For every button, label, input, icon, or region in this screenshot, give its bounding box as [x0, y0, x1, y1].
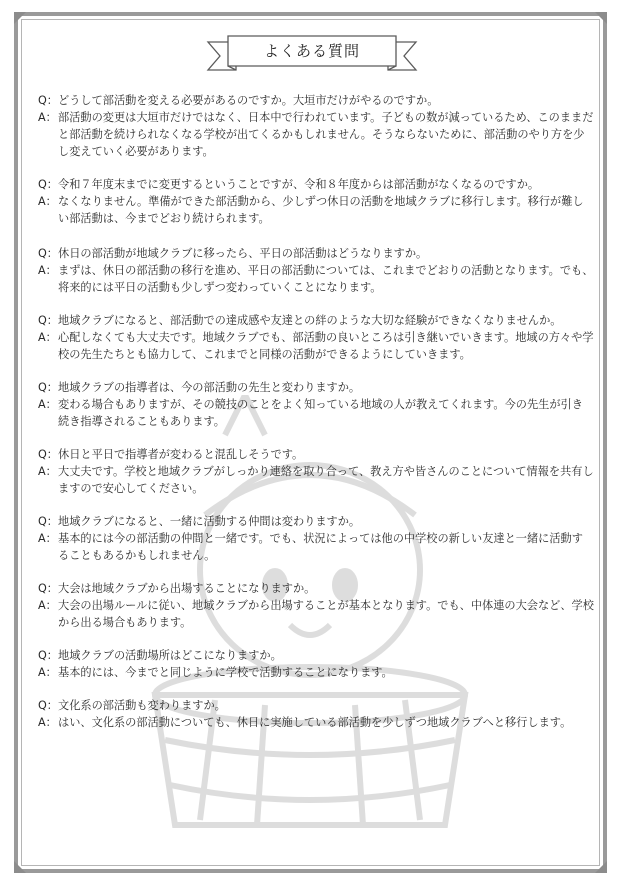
faq-item [38, 176, 594, 227]
question-text: 地域クラブになると、部活動での達成感や友達との絆のような大切な経験ができなくなりませんか。 [58, 314, 562, 327]
frame-corner [595, 12, 607, 24]
answer-text: なくなりません。準備ができた部活動から、少しずつ休日の活動を地域クラブに移行します。移行が難しい部活動は、今までどおり続けられます。 [58, 195, 584, 225]
answer-text: 変わる場合もありますが、その競技のことをよく知っている地域の人が教えてくれます。今の先生が引き続き指導されることもあります。 [58, 398, 583, 428]
answer-text: 大丈夫です。学校と地域クラブがしっかり連絡を取り合って、教え方や皆さんのことについて情報を共有しますので安心してください。 [58, 465, 594, 495]
answer-label: A： [38, 716, 57, 729]
answer-label: A： [38, 599, 57, 612]
answer-text: まずは、休日の部活動の移行を進め、平日の部活動については、これまでどおりの活動となります。でも、将来的には平日の活動も少しずつ変わっていくことになります。 [58, 264, 594, 294]
question-text: 令和７年度末までに変更するということですが、令和８年度からは部活動がなくなるのですか。 [58, 178, 540, 191]
title-banner [206, 30, 418, 76]
question-label: Q： [38, 314, 58, 327]
answer-label: A： [38, 111, 57, 124]
question-label: Q： [38, 515, 58, 528]
frame-corner [14, 861, 26, 873]
faq-item [38, 92, 594, 160]
question-label: Q： [38, 247, 58, 260]
question-label: Q： [38, 582, 58, 595]
question-label: Q： [38, 381, 58, 394]
faq-item [38, 513, 594, 564]
page-title: よくある質問 [263, 42, 360, 60]
faq-item [38, 379, 594, 430]
answer-text: 基本的には今の部活動の仲間と一緒です。でも、状況によっては他の中学校の新しい友達と一緒に活動することもあるかもしれません。 [58, 532, 583, 562]
frame-corner [595, 861, 607, 873]
frame-corner [14, 12, 26, 24]
question-text: どうして部活動を変える必要があるのですか。大垣市だけがやるのですか。 [58, 94, 439, 107]
answer-label: A： [38, 331, 57, 344]
question-text: 休日の部活動が地域クラブに移ったら、平日の部活動はどうなりますか。 [58, 247, 428, 260]
faq-item [38, 446, 594, 497]
faq-item [38, 312, 594, 363]
question-text: 大会は地域クラブから出場することになりますか。 [58, 582, 316, 595]
answer-label: A： [38, 264, 57, 277]
answer-text: はい、文化系の部活動についても、休日に実施している部活動を少しずつ地域クラブへと移行します。 [58, 716, 572, 729]
answer-text: 大会の出場ルールに従い、地域クラブから出場することが基本となります。でも、中体連の大会など、学校から出る場合もあります。 [58, 599, 594, 629]
question-text: 休日と平日で指導者が変わると混乱しそうです。 [58, 448, 304, 461]
answer-label: A： [38, 398, 57, 411]
question-text: 地域クラブの指導者は、今の部活動の先生と変わりますか。 [58, 381, 361, 394]
faq-item [38, 697, 594, 731]
question-label: Q： [38, 699, 58, 712]
answer-label: A： [38, 465, 57, 478]
faq-item [38, 580, 594, 631]
answer-label: A： [38, 532, 57, 545]
question-text: 地域クラブの活動場所はどこになりますか。 [58, 649, 282, 662]
question-label: Q： [38, 448, 58, 461]
question-label: Q： [38, 649, 58, 662]
answer-label: A： [38, 195, 57, 208]
answer-text: 心配しなくても大丈夫です。地域クラブでも、部活動の良いところは引き継いでいきます。地域の方々や学校の先生たちとも協力して、これまでと同様の活動ができるようにしていきます。 [58, 331, 594, 361]
answer-text: 基本的には、今までと同じように学校で活動することになります。 [58, 666, 393, 679]
answer-label: A： [38, 666, 57, 679]
question-label: Q： [38, 178, 58, 191]
faq-item [38, 647, 594, 681]
question-text: 文化系の部活動も変わりますか。 [58, 699, 226, 712]
faq-list [38, 92, 594, 747]
answer-text: 部活動の変更は大垣市だけではなく、日本中で行われています。子どもの数が減っているため、このままだと部活動を続けられなくなる学校が出てくるかもしれません。そうならないために、部活動のやり方を少し変えていく必要があります。 [58, 111, 594, 158]
faq-item [38, 245, 594, 296]
question-text: 地域クラブになると、一緒に活動する仲間は変わりますか。 [58, 515, 361, 528]
question-label: Q： [38, 94, 58, 107]
